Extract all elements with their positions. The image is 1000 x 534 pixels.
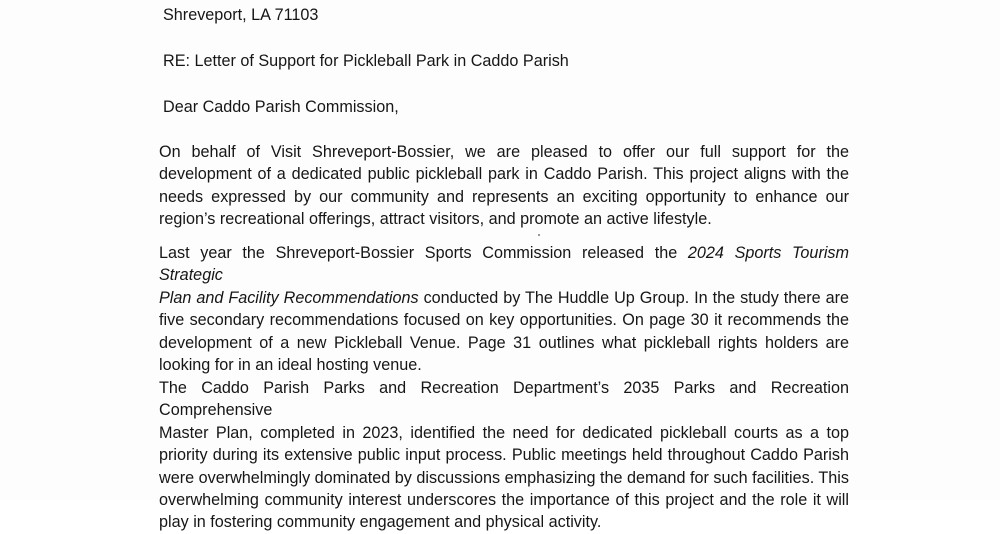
plan-title-italic: 2024 Sports Tourism Strategic [159,244,850,285]
plan-title-italic: Plan and Facility Recommendations [159,288,419,307]
paragraph-line: The Caddo Parish Parks and Recreation Department’s 2035 Parks and Recreation Comprehensive [159,379,849,420]
scan-speck [538,234,540,236]
address-city-line: Shreveport, LA 71103 [163,6,319,24]
paragraph-line: priority during its extensive public input process. Public meetings held throughout Caddo Parish [159,446,849,465]
paragraph-master-plan [159,377,849,534]
paragraph-line: looking for in an ideal hosting venue. [159,356,422,375]
paragraph-line [159,242,849,287]
paragraph-line: overwhelming community interest underscores the importance of this project and the role it will [159,491,849,510]
paragraph-support [159,141,849,231]
paragraph-line: play in fostering community engagement and physical activity. [159,513,602,532]
paragraph-line: Master Plan, completed in 2023, identified the need for dedicated pickleball courts as a top [159,423,849,442]
paragraph-line: needs expressed by our community and represents an exciting opportunity to enhance our [159,187,849,206]
paragraph-line: On behalf of Visit Shreveport-Bossier, we are pleased to offer our full support for the [159,143,849,161]
paragraph-line: development of a dedicated public pickleball park in Caddo Parish. This project aligns with the [159,165,849,184]
paragraph-line: five secondary recommendations focused on key opportunities. On page 30 it recommends the [159,311,849,330]
salutation: Dear Caddo Parish Commission, [163,98,399,116]
paragraph-text: Last year the Shreveport-Bossier Sports Commission released the [159,244,688,262]
paragraph-line: region’s recreational offerings, attract visitors, and promote an active lifestyle. [159,210,712,229]
subject-line: RE: Letter of Support for Pickleball Park in Caddo Parish [163,52,569,70]
paragraph-text: conducted by The Huddle Up Group. In the study there are [418,288,849,307]
paragraph-strategic-plan [159,242,849,376]
paragraph-line [159,287,849,309]
paragraph-line: were overwhelmingly dominated by discussions emphasizing the demand for such facilities. This [159,468,849,487]
paragraph-line: development of a new Pickleball Venue. Page 31 outlines what pickleball rights holders are [159,333,849,352]
